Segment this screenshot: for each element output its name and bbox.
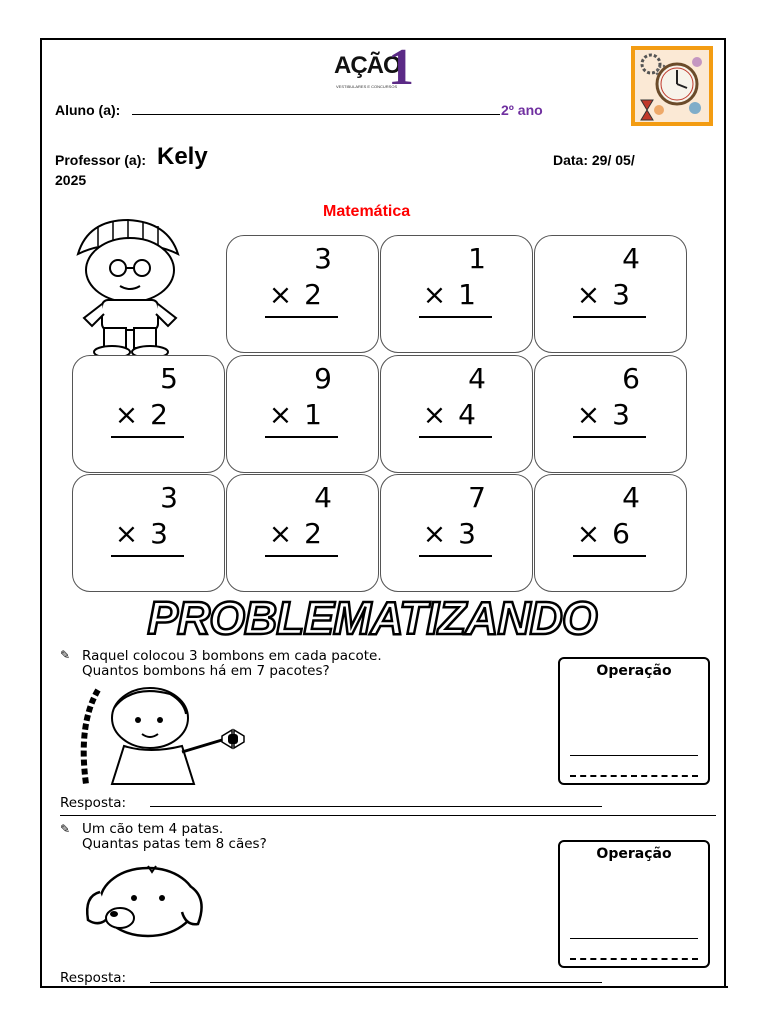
answer-label-1: Resposta: [60, 795, 127, 811]
card-bottom [269, 278, 332, 311]
card-bottom-number: 6 [612, 517, 640, 550]
operation-box-1[interactable] [558, 657, 710, 785]
page-bottom-border [40, 986, 728, 988]
times-sign: × [268, 517, 303, 550]
card-answer-line[interactable] [419, 555, 492, 557]
card-bottom [115, 517, 178, 550]
card-bottom [577, 517, 640, 550]
date-year: 2025 [55, 172, 87, 188]
multiplication-card [380, 474, 533, 592]
card-bottom-number: 1 [458, 278, 486, 311]
operation-answer-line [570, 938, 698, 939]
clock-illustration [631, 46, 713, 126]
dog-illustration [70, 862, 210, 948]
card-top-number: 7 [468, 481, 486, 514]
card-bottom [423, 398, 486, 431]
card-answer-line[interactable] [111, 555, 184, 557]
section-divider [60, 815, 716, 816]
card-answer-line[interactable] [419, 316, 492, 318]
multiplication-card [72, 474, 225, 592]
multiplication-card [534, 474, 687, 592]
operation-answer-line [570, 755, 698, 756]
card-bottom-number: 2 [150, 398, 178, 431]
card-bottom-number: 3 [458, 517, 486, 550]
card-top-number: 3 [160, 481, 178, 514]
card-bottom [423, 278, 486, 311]
logo-number: 1 [388, 39, 414, 96]
pencil-icon: ✎ [60, 648, 71, 662]
banner-text: PROBLEMATIZANDO [147, 592, 597, 644]
card-top-number: 4 [468, 362, 486, 395]
multiplication-card [380, 355, 533, 473]
card-bottom [115, 398, 178, 431]
pencil-icon: ✎ [60, 822, 71, 836]
card-answer-line[interactable] [573, 316, 646, 318]
girl-with-candy-illustration [72, 684, 272, 794]
card-answer-line[interactable] [419, 436, 492, 438]
multiplication-card [72, 355, 225, 473]
times-sign: × [576, 517, 611, 550]
card-answer-line[interactable] [111, 436, 184, 438]
student-label: Aluno (a): [55, 102, 121, 118]
card-bottom [423, 517, 486, 550]
problem-1-line-2: Quantos bombons há em 7 pacotes? [82, 663, 330, 679]
times-sign: × [114, 398, 149, 431]
operation-dashed-line [570, 775, 698, 777]
answer-label-2: Resposta: [60, 970, 127, 986]
times-sign: × [268, 278, 303, 311]
problem-1-line-1: Raquel colocou 3 bombons em cada pacote. [82, 648, 382, 664]
card-bottom [577, 398, 640, 431]
teacher-name: Kely [157, 143, 208, 170]
card-bottom [577, 278, 640, 311]
multiplication-card [226, 235, 379, 353]
multiplication-card [226, 355, 379, 473]
problem-2-line-2: Quantas patas tem 8 cães? [82, 836, 267, 852]
multiplication-card [380, 235, 533, 353]
card-bottom-number: 3 [612, 278, 640, 311]
card-top-number: 1 [468, 242, 486, 275]
times-sign: × [576, 398, 611, 431]
times-sign: × [576, 278, 611, 311]
operation-box-2[interactable] [558, 840, 710, 968]
card-answer-line[interactable] [265, 436, 338, 438]
operation-dashed-line [570, 958, 698, 960]
operation-title: Operação [596, 663, 672, 679]
problem-2-line-1: Um cão tem 4 patas. [82, 821, 224, 837]
date-label: Data: 29/ 05/ [553, 152, 635, 168]
student-name-field[interactable] [132, 114, 500, 115]
card-answer-line[interactable] [265, 316, 338, 318]
card-answer-line[interactable] [573, 436, 646, 438]
card-bottom-number: 2 [304, 517, 332, 550]
times-sign: × [422, 398, 457, 431]
multiplication-card [534, 235, 687, 353]
card-bottom [269, 517, 332, 550]
times-sign: × [268, 398, 303, 431]
times-sign: × [422, 517, 457, 550]
times-sign: × [422, 278, 457, 311]
logo-text: AÇÃO [334, 52, 401, 79]
card-answer-line[interactable] [265, 555, 338, 557]
card-bottom [269, 398, 332, 431]
card-bottom-number: 3 [150, 517, 178, 550]
multiplication-card [534, 355, 687, 473]
card-bottom-number: 3 [612, 398, 640, 431]
problematizando-banner [92, 590, 652, 646]
card-bottom-number: 2 [304, 278, 332, 311]
times-sign: × [114, 517, 149, 550]
subject-title: Matemática [323, 203, 411, 220]
card-top-number: 4 [622, 481, 640, 514]
clock-icon [635, 50, 709, 122]
school-logo [334, 39, 414, 98]
card-answer-line[interactable] [573, 555, 646, 557]
card-bottom-number: 4 [458, 398, 486, 431]
card-top-number: 6 [622, 362, 640, 395]
grade-label: 2º ano [501, 102, 543, 118]
logo-tagline: VESTIBULARES E CONCURSOS [336, 84, 398, 89]
card-top-number: 9 [314, 362, 332, 395]
card-top-number: 4 [622, 242, 640, 275]
teacher-label: Professor (a): [55, 152, 147, 168]
card-top-number: 5 [160, 362, 178, 395]
boy-illustration [58, 214, 200, 360]
card-bottom-number: 1 [304, 398, 332, 431]
multiplication-card [226, 474, 379, 592]
answer-line-1[interactable] [150, 806, 602, 807]
operation-title: Operação [596, 846, 672, 862]
answer-line-2[interactable] [150, 982, 602, 983]
card-top-number: 4 [314, 481, 332, 514]
card-top-number: 3 [314, 242, 332, 275]
